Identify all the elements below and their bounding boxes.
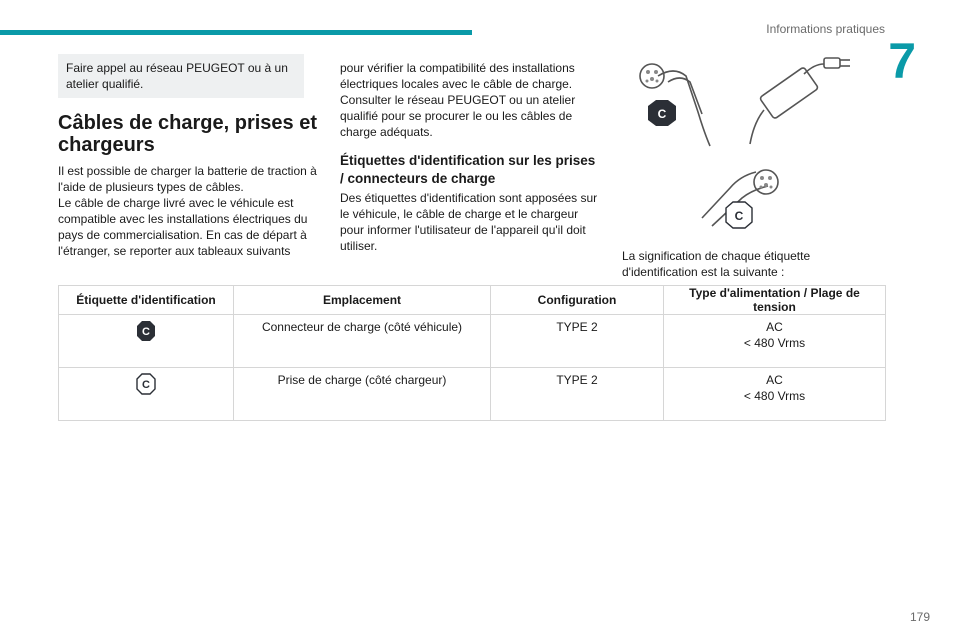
supply-type: AC bbox=[766, 373, 783, 387]
charging-cable-illustration bbox=[638, 52, 868, 152]
note-box bbox=[58, 54, 304, 98]
page-number: 179 bbox=[909, 610, 930, 624]
paragraph-labels: Des étiquettes d'identification sont apposées sur le véhicule, le câble de charge et le chargeur pour informer l'utilisateur de l'appareil qu'il doit utiliser. bbox=[340, 191, 598, 253]
table-header-row bbox=[59, 286, 886, 315]
paragraph-intro: Il est possible de charger la batterie de traction à l'aide de plusieurs types de câbles. Le câble de charge livré avec le véhicule est compatible avec les installations électriques du pays de commercialisation. En cas de départ à l'étranger, se reporter aux tableaux suivants bbox=[58, 164, 317, 258]
col-header-config: Configuration bbox=[491, 286, 664, 315]
label-cell bbox=[59, 315, 234, 368]
voltage-range: < 480 Vrms bbox=[743, 336, 806, 350]
identification-table bbox=[58, 285, 886, 421]
label-c-outline-icon bbox=[134, 372, 158, 396]
svg-text:C: C bbox=[734, 209, 744, 223]
supply-cell bbox=[664, 368, 886, 421]
header-accent-bar bbox=[0, 30, 472, 35]
voltage-range: < 480 Vrms bbox=[743, 389, 806, 403]
supply-type: AC bbox=[766, 320, 783, 334]
svg-text:C: C bbox=[142, 326, 150, 338]
label-c-filled-icon bbox=[134, 319, 158, 343]
location-cell: Connecteur de charge (côté véhicule) bbox=[234, 315, 491, 368]
section-title: Informations pratiques bbox=[766, 22, 885, 36]
col-header-label: Étiquette d'identification bbox=[59, 286, 234, 315]
label-cell bbox=[59, 368, 234, 421]
table-row bbox=[59, 315, 886, 368]
paragraph-meaning: La signification de chaque étiquette d'identification est la suivante : bbox=[622, 249, 811, 279]
heading-cables: Câbles de charge, prises et chargeurs bbox=[58, 112, 318, 156]
note-text: Faire appel au réseau PEUGEOT ou à un atelier qualifié. bbox=[66, 61, 288, 91]
location-cell: Prise de charge (côté chargeur) bbox=[234, 368, 491, 421]
label-c-filled-icon bbox=[648, 100, 676, 126]
col-header-location: Emplacement bbox=[234, 286, 491, 315]
supply-cell bbox=[664, 315, 886, 368]
config-cell: TYPE 2 bbox=[491, 315, 664, 368]
paragraph-compatibility: pour vérifier la compatibilité des installations électriques locales avec le câble de charge. Consulter le réseau PEUGEOT ou un atelier qualifié pour se procurer le ou les câbles de charge adéquats. bbox=[340, 61, 576, 139]
svg-text:C: C bbox=[142, 379, 150, 391]
heading-labels: Étiquettes d'identification sur les prises / connecteurs de charge bbox=[340, 153, 596, 186]
table-row bbox=[59, 368, 886, 421]
label-c-outline-icon bbox=[726, 202, 752, 228]
chapter-number: 7 bbox=[888, 33, 916, 89]
col-header-supply: Type d'alimentation / Plage de tension bbox=[664, 286, 886, 315]
charging-plug-illustration bbox=[696, 164, 786, 234]
config-cell: TYPE 2 bbox=[491, 368, 664, 421]
svg-text:C: C bbox=[657, 107, 667, 121]
